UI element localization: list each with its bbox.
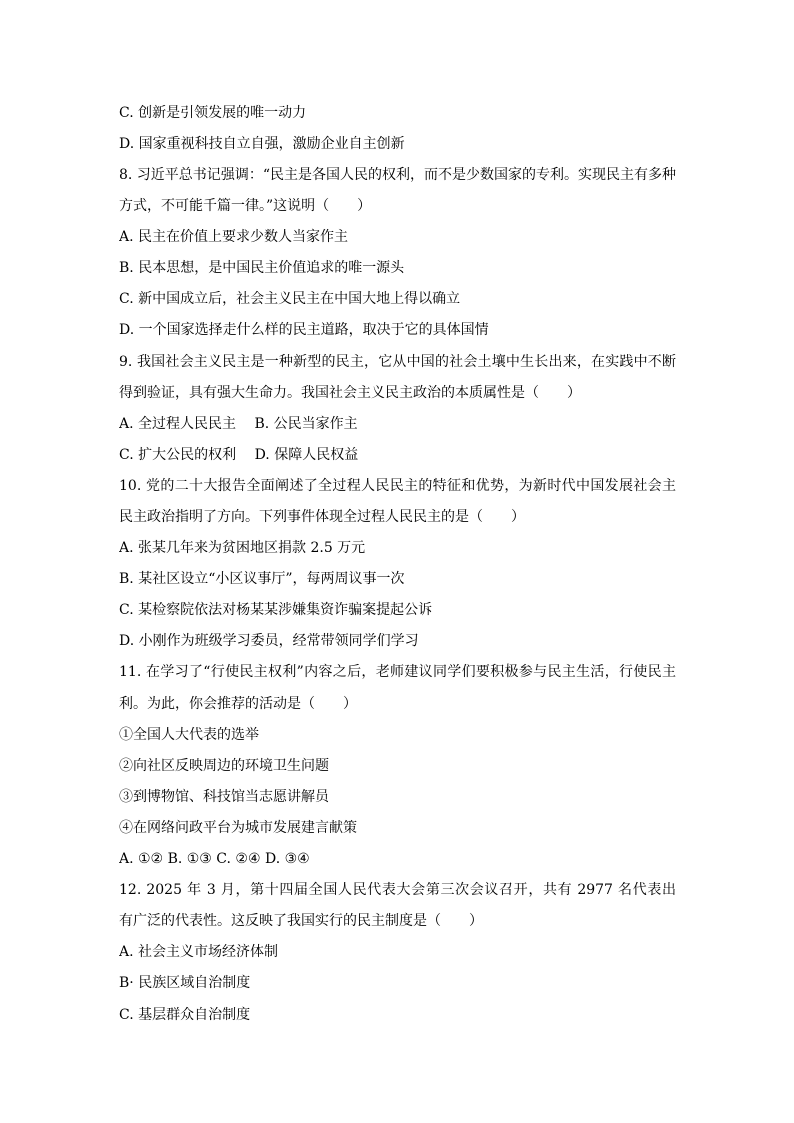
question-8-stem-line-1: 8. 习近平总书记强调：“民主是各国人民的权利，而不是少数国家的专利。实现民主有多种 <box>119 167 676 183</box>
question-10-stem-line-1: 10. 党的二十大报告全面阐述了全过程人民民主的特征和优势，为新时代中国发展社会主 <box>119 478 676 494</box>
option-10d: D. 小刚作为班级学习委员，经常带领同学们学习 <box>119 633 419 649</box>
option-8d: D. 一个国家选择走什么样的民主道路，取决于它的具体国情 <box>119 322 489 338</box>
option-8b: B. 民本思想，是中国民主价值追求的唯一源头 <box>119 260 405 276</box>
option-12c: C. 基层群众自治制度 <box>119 1007 251 1023</box>
statement-11-1: ①全国人大代表的选举 <box>119 727 259 743</box>
question-9-stem-line-1: 9. 我国社会主义民主是一种新型的民主，它从中国的社会土壤中生长出来，在实践中不断 <box>119 354 676 370</box>
question-11-stem-line-1: 11. 在学习了“行使民主权利”内容之后，老师建议同学们要积极参与民主生活，行使民主 <box>119 664 676 680</box>
statement-11-3: ③到博物馆、科技馆当志愿讲解员 <box>119 789 329 805</box>
option-12b: B· 民族区域自治制度 <box>119 975 251 991</box>
option-10a: A. 张某几年来为贫困地区捐款 2.5 万元 <box>119 540 366 556</box>
option-7d: D. 国家重视科技自立自强，激励企业自主创新 <box>119 136 405 152</box>
statement-11-2: ②向社区反映周边的环境卫生问题 <box>119 758 329 774</box>
option-10b: B. 某社区设立“小区议事厅”，每两周议事一次 <box>119 571 405 587</box>
option-12a: A. 社会主义市场经济体制 <box>119 944 279 960</box>
question-8-stem-line-2: 方式，不可能千篇一律。”这说明（ ） <box>119 198 372 214</box>
question-12-stem-line-2: 有广泛的代表性。这反映了我国实行的民主制度是（ ） <box>119 913 483 929</box>
options-11: A. ①② B. ①③ C. ②④ D. ③④ <box>119 851 310 867</box>
question-11-stem-line-2: 利。为此，你会推荐的活动是（ ） <box>119 696 357 712</box>
option-8c: C. 新中国成立后，社会主义民主在中国大地上得以确立 <box>119 291 461 307</box>
question-9-stem-line-2: 得到验证，具有强大生命力。我国社会主义民主政治的本质属性是（ ） <box>119 385 581 401</box>
question-10-stem-line-2: 民主政治指明了方向。下列事件体现全过程人民民主的是（ ） <box>119 509 525 525</box>
question-12-stem-line-1: 12. 2025 年 3 月，第十四届全国人民代表大会第三次会议召开，共有 2977 名代表出 <box>119 882 676 898</box>
option-10c: C. 某检察院依法对杨某某涉嫌集资诈骗案提起公诉 <box>119 602 433 618</box>
option-7c: C. 创新是引领发展的唯一动力 <box>119 105 307 121</box>
option-8a: A. 民主在价值上要求少数人当家作主 <box>119 229 349 245</box>
options-9cd: C. 扩大公民的权利 D. 保障人民权益 <box>119 447 359 463</box>
statement-11-4: ④在网络问政平台为城市发展建言献策 <box>119 820 357 836</box>
options-9ab: A. 全过程人民民主 B. 公民当家作主 <box>119 416 358 432</box>
